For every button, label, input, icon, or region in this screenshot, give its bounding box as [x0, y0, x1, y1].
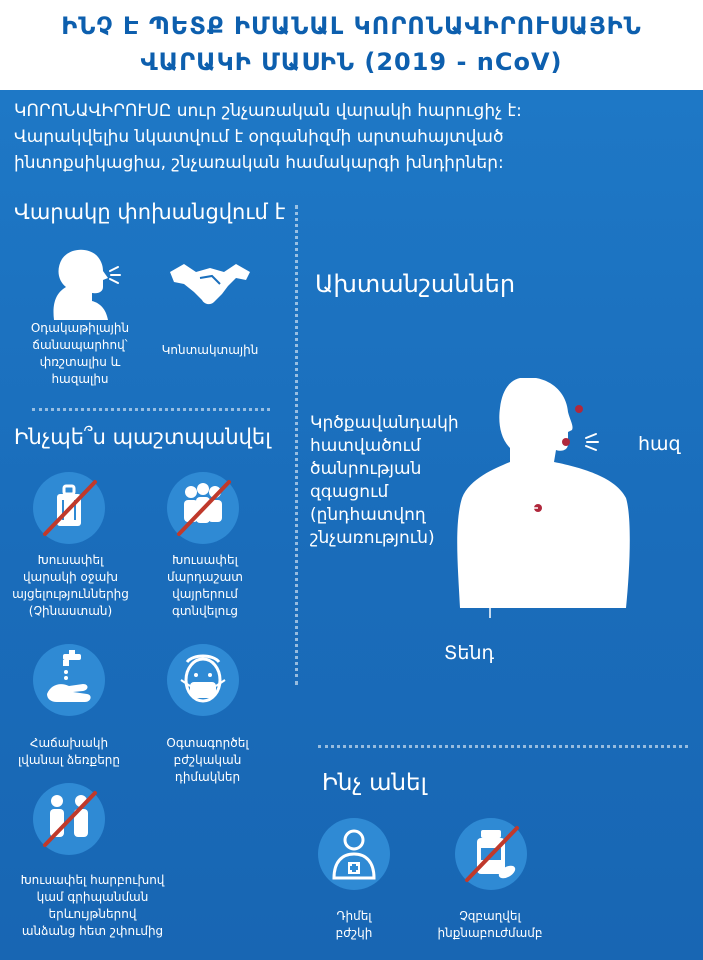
- symptom-fever-label: Տենդ: [444, 642, 495, 664]
- symptom-connector-lines: [440, 378, 650, 628]
- vertical-divider: [295, 205, 298, 685]
- no-contact-icon: [33, 783, 105, 855]
- symptom-cough-label: հազ: [638, 433, 681, 455]
- doctor-icon: [318, 818, 390, 890]
- protection-caption-travel: Խուսափել վարակի օջախ այցելություններից (Չինաստան): [12, 553, 129, 618]
- protection-caption-contact: Խուսափել հարբուխով կամ գրիպանման երևույթներով անձանց հետ շփումից: [20, 873, 165, 938]
- protection-caption-mask: Օգտագործել բժշկական դիմակներ: [166, 736, 249, 784]
- action-caption-self-medication: Չզբաղվել ինքնաբուժմամբ: [437, 909, 543, 940]
- protection-caption-wash: Հաճախակի լվանալ ձեռքերը: [17, 736, 121, 767]
- page-title-line-2: ՎԱՐԱԿԻ ՄԱՍԻՆ (2019 - nCoV): [140, 48, 563, 76]
- title-banner: [0, 0, 703, 90]
- no-travel-icon: [33, 472, 105, 544]
- action-caption-doctor: Դիմել բժշկի: [335, 909, 373, 940]
- section-divider: [32, 408, 270, 411]
- protection-caption-crowds: Խուսափել մարդաշատ վայրերում գտնվելուց: [167, 553, 243, 618]
- intro-line: ԿՈՐՈՆԱՎԻՐՈՒՍԸ սուր շնչառական վարակի հարուցիչ է:: [14, 101, 522, 121]
- no-self-medication-icon: [455, 818, 527, 890]
- coughing-person-icon: [40, 245, 122, 320]
- intro-line: ինտոքսիկացիա, շնչառական համակարգի խնդիրներ:: [14, 153, 504, 173]
- intro-line: Վարակվելիս նկատվում է օրգանիզմի արտահայտված: [14, 127, 504, 147]
- no-crowds-icon: [167, 472, 239, 544]
- page-title-line-1: ԻՆՉ Է ՊԵՏՔ ԻՄԱՆԱԼ ԿՈՐՈՆԱՎԻՐՈՒՍԱՅԻՆ: [61, 12, 642, 40]
- transmission-caption-contact: Կոնտակտային: [161, 343, 259, 357]
- hand-washing-icon: [33, 644, 105, 716]
- symptom-chest-label: Կրծքավանդակի հատվածում ծանրության զգացում (ընդհատվող շնչառություն): [310, 413, 459, 548]
- intro-text: [14, 98, 694, 176]
- transmission-caption-airborne: Օդակաթիլային ճանապարհով՝ փռշտալիս և հազալիս: [30, 321, 130, 386]
- symptoms-title: Ախտանշաններ: [315, 270, 516, 298]
- protection-title: Ինչպե՞ս պաշտպանվել: [14, 425, 271, 449]
- section-divider: [318, 745, 688, 748]
- transmission-title: Վարակը փոխանցվում է: [14, 200, 286, 224]
- actions-title: Ինչ անել: [322, 770, 427, 796]
- face-mask-icon: [167, 644, 239, 716]
- handshake-icon: [170, 258, 250, 310]
